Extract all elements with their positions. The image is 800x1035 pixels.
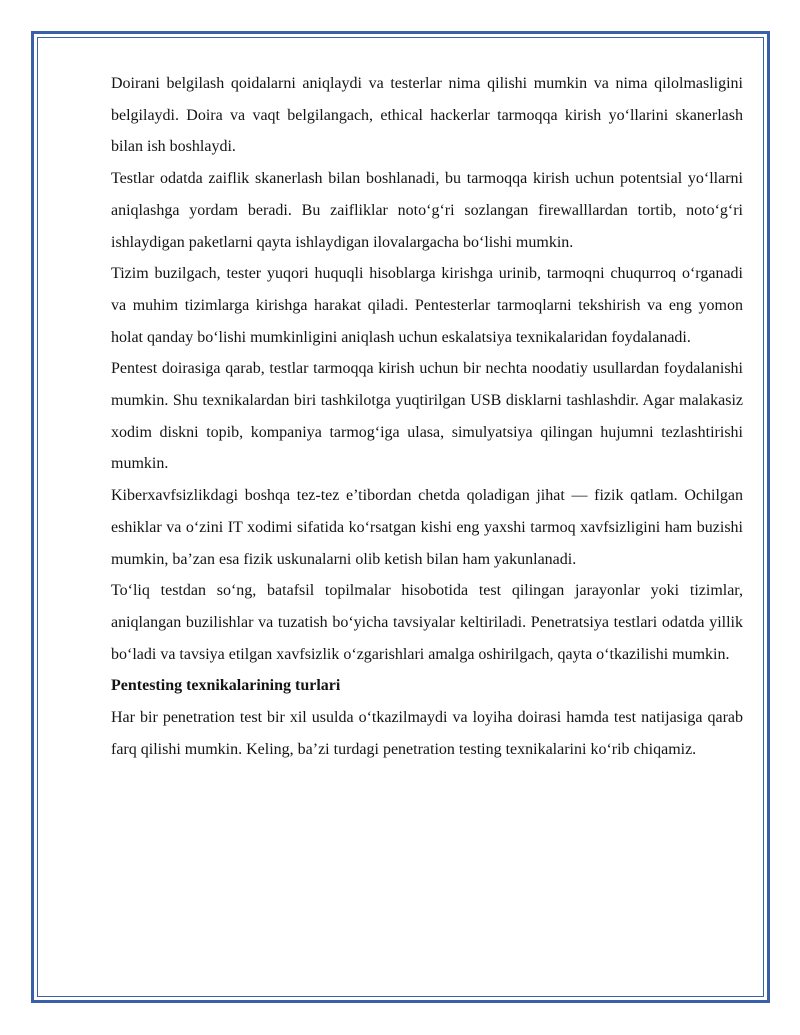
paragraph-report: To‘liq testdan so‘ng, batafsil topilmalar hisobotida test qilingan jarayonlar yoki tizimlar, aniqlangan buzilishlar va tuzatish bo‘yicha tavsiyalar keltiriladi. Penetratsiya testlari odatda yillik bo‘ladi va tavsiya etilgan xavfsizlik o‘zgarishlari amalga oshirilgach, qayta o‘tkazilishi mumkin. <box>111 582 743 663</box>
document-body <box>111 68 743 765</box>
paragraph-closing: Har bir penetration test bir xil usulda o‘tkazilmaydi va loyiha doirasi hamda test natijasiga qarab farq qilishi mumkin. Keling, ba’zi turdagi penetration testing texnikalarini ko‘rib chiqamiz. <box>111 709 743 758</box>
paragraph-escalation: Tizim buzilgach, tester yuqori huquqli hisoblarga kirishga urinib, tarmoqni chuqurroq o‘rganadi va muhim tizimlarga kirishga harakat qiladi. Pentesterlar tarmoqlarni tekshirish va eng yomon holat qanday bo‘lishi mumkinligini aniqlash uchun eskalatsiya texnikalaridan foydalanadi. <box>111 265 743 346</box>
paragraph-scope: Doirani belgilash qoidalarni aniqlaydi va testerlar nima qilishi mumkin va nima qilolmasligini belgilaydi. Doira va vaqt belgilangach, ethical hackerlar tarmoqqa kirish yo‘llarini skanerlash bilan ish boshlaydi. <box>111 75 743 156</box>
paragraph-physical-layer: Kiberxavfsizlikdagi boshqa tez-tez e’tibordan chetda qoladigan jihat — fizik qatlam. Ochilgan eshiklar va o‘zini IT xodimi sifatida ko‘rsatgan kishi eng yaxshi tarmoq xavfsizligini ham buzishi mumkin, ba’zan esa fizik uskunalarni olib ketish bilan ham yakunlanadi. <box>111 487 743 568</box>
paragraph-usb-drop: Pentest doirasiga qarab, testlar tarmoqqa kirish uchun bir nechta noodatiy usullardan foydalanishi mumkin. Shu texnikalardan biri tashkilotga yuqtirilgan USB disklarni tashlashdir. Agar malakasiz xodim diskni topib, kompaniya tarmog‘iga ulasa, simulyatsiya qilingan hujumni tezlashtirishi mumkin. <box>111 360 743 473</box>
section-heading: Pentesting texnikalarining turlari <box>111 677 341 695</box>
paragraph-vulnerability-scanning: Testlar odatda zaiflik skanerlash bilan boshlanadi, bu tarmoqqa kirish uchun potentsial yo‘llarni aniqlashga yordam beradi. Bu zaifliklar noto‘g‘ri sozlangan firewalllardan tortib, noto‘g‘ri ishlaydigan paketlarni qayta ishlaydigan ilovalargacha bo‘lishi mumkin. <box>111 170 743 251</box>
